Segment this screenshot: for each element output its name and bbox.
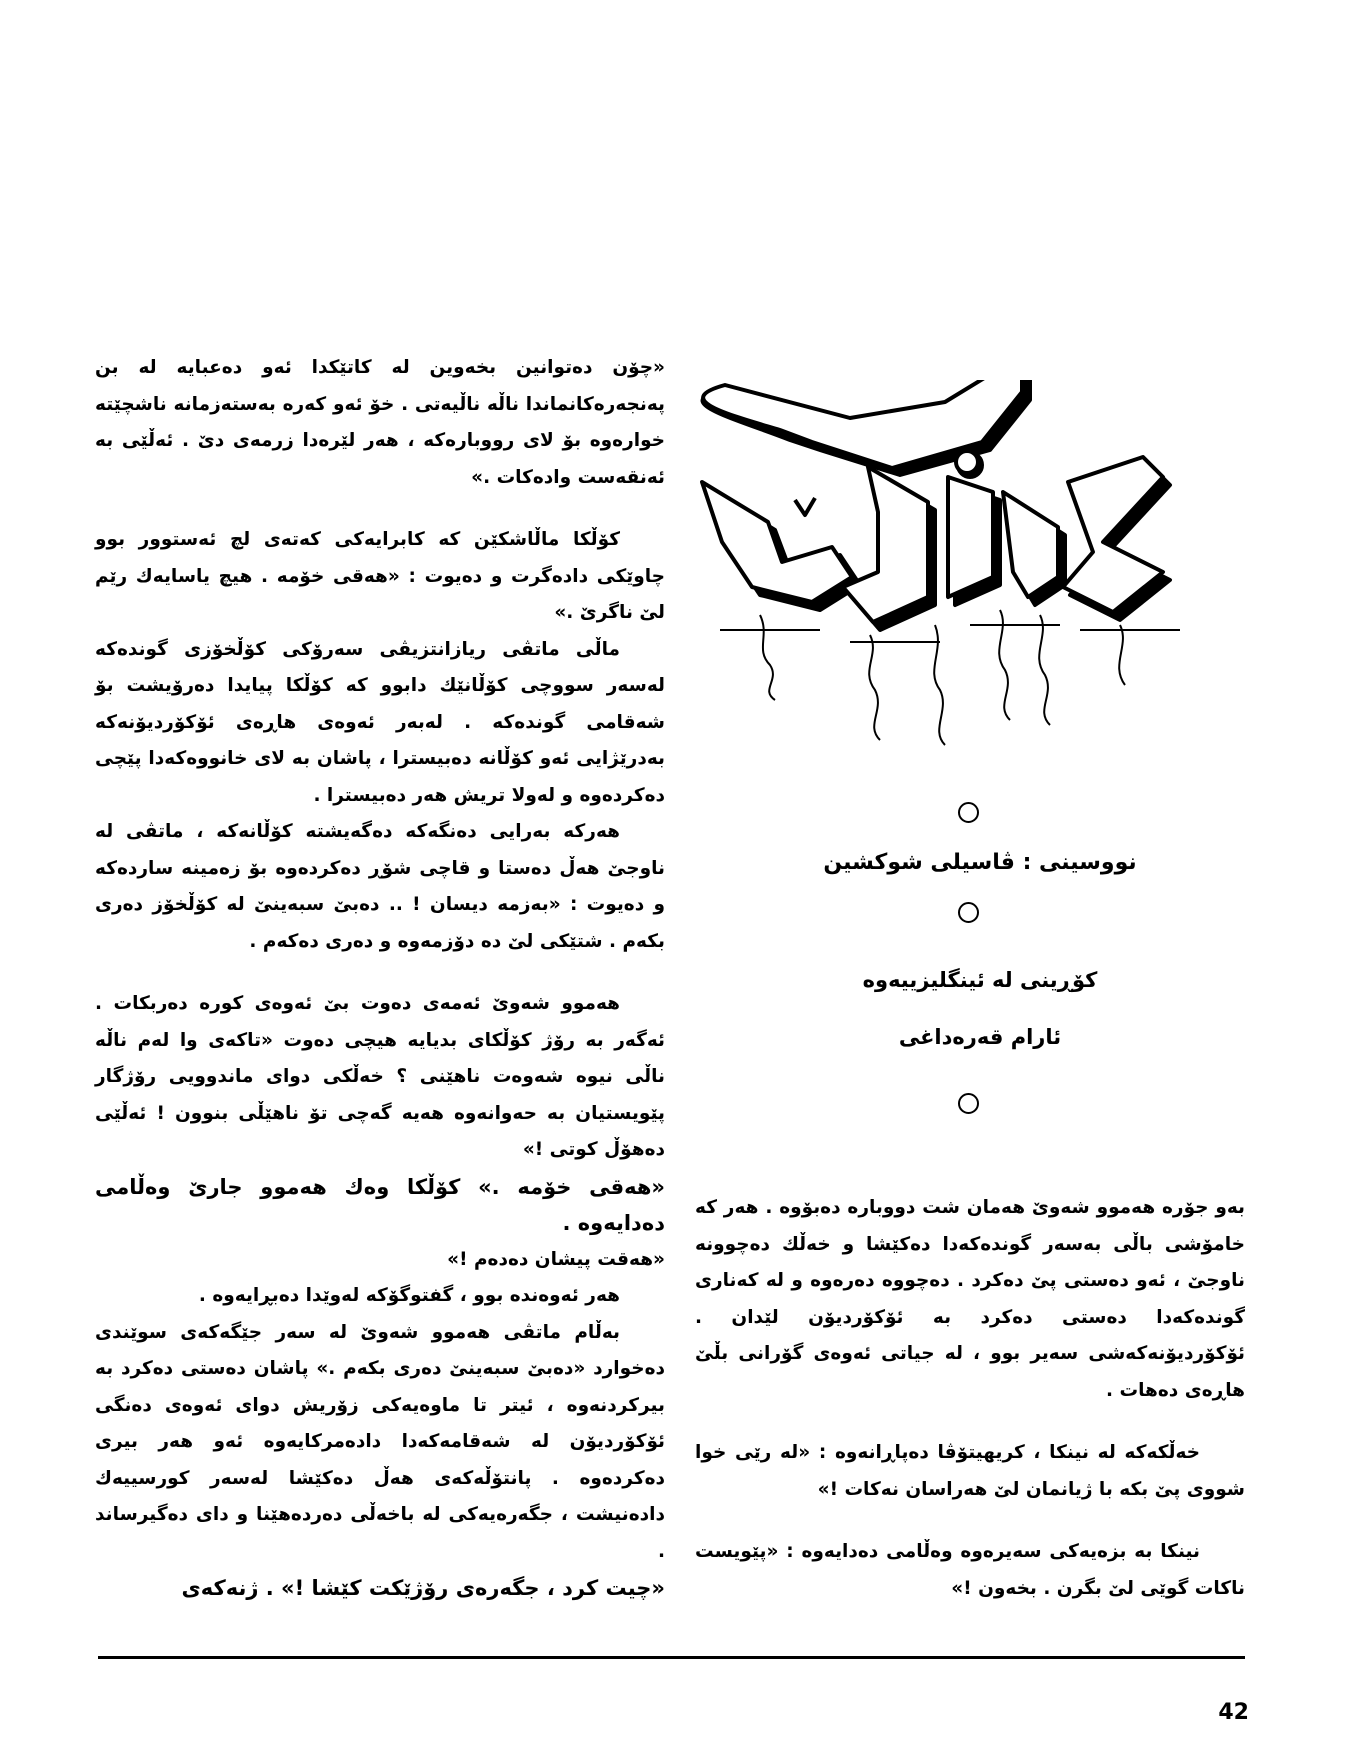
paragraph: کۆڵکا ماڵاشکێن کە کابرایەکی کەتەی لچ ئەستوور بوو چاوێکی دادەگرت و دەیوت : «هەقی خۆمە . هیچ یاسایەك رێم لێ ناگرێ .» (95, 529, 665, 623)
paragraph: خەڵکەکە لە نینکا ، کریهیتۆڤا دەپاڕانەوە : «لە رێی خوا شووی پێ بکە با ژیانمان لێ هەراسان نەکات !» (695, 1442, 1245, 1500)
circle-ornament-icon (958, 902, 979, 923)
paragraph: «هەقت پیشان دەدەم !» (447, 1248, 665, 1270)
paragraph: «هەقی خۆمە .» کۆڵکا وەك هەموو جارێ وەڵامی دەدایەوە . (95, 1174, 665, 1235)
right-column (695, 1190, 1245, 1607)
circle-ornament-icon (958, 1093, 979, 1114)
title-art-icon (702, 380, 1170, 630)
paragraph: هەموو شەوێ ئەمەی دەوت بێ ئەوەی کورە دەربکات . ئەگەر بە رۆژ کۆڵکای بدیایە هیچی دەوت «تاکەی وا لەم ناڵە ناڵی نیوە شەوەت ناهێنی ؟ خەڵکی دوای ماندوویی رۆژگار پێویستیان بە حەوانەوە هەیە گەچی تۆ ناهێڵی بنوون ! ئەڵێی دەهۆڵ کوتی !» (95, 993, 665, 1160)
paragraph-gap (95, 496, 665, 522)
paragraph-gap (695, 1508, 1245, 1534)
paragraph: بەڵام ماتڤی هەموو شەوێ لە سەر جێگەکەی سوێندی دەخوارد «دەبێ سبەینێ دەری بکەم .» پاشان دەستی دەکرد بە بیرکردنەوە ، ئیتر تا ماوەیەکی زۆریش دوای ئەوەی دەنگی ئۆکۆردیۆن لە شەقامەکەدا دادەمرکایەوە ئەو هەر بیری دەکردەوە . پانتۆڵەکەی هەڵ دەکێشا لەسەر کورسییەك دادەنیشت ، جگەرەیەکی لە باخەڵی دەردەهێنا و دای دەگیرساند . (95, 1321, 665, 1562)
paragraph-gap (695, 1409, 1245, 1435)
paragraph: ماڵی ماتڤی ریازانتزیڤی سەرۆکی کۆڵخۆزی گوندەکە لەسەر سووچی کۆڵانێك دابوو کە کۆڵکا پیایدا دەرۆیشت بۆ شەقامی گوندەکە . لەبەر ئەوەی هاڕەی ئۆکۆردیۆنەکە بەدرێژایی ئەو کۆڵانە دەبیسترا ، پاشان بە لای خانووەکەدا پێچی دەکردەوە و لەولا تریش هەر دەبیسترا . (95, 638, 665, 806)
paragraph: «چۆن دەتوانین بخەوین لە کاتێکدا ئەو دەعبایە لە بن پەنجەرەکانماندا ناڵە ناڵیەتی . خۆ ئەو کەرە بەستەزمانە ناشچێتە خوارەوە بۆ لای رووبارەکە ، هەر لێرەدا زرمەی دێ . ئەڵێی بە ئەنقەست وادەکات .» (95, 357, 665, 488)
paragraph: بەو جۆرە هەموو شەوێ هەمان شت دووبارە دەبۆوە . هەر کە خامۆشی باڵی بەسەر گوندەکەدا دەکێشا و خەڵك دەچوونە ناوجێ ، ئەو دەستی پێ دەکرد . دەچووە دەرەوە و لە کەناری گوندەکەدا دەستی دەکرد بە ئۆکۆردیۆن لێدان . ئۆکۆردیۆنەکەشی سەیر بوو ، لە جیاتی ئەوەی گۆرانی بڵێ هاڕەی دەهات . (695, 1197, 1245, 1401)
paragraph: نینکا بە بزەیەکی سەیرەوە وەڵامی دەدایەوە : «پێویست ناکات گوێی لێ بگرن . بخەون !» (695, 1541, 1245, 1599)
footer-rule (98, 1656, 1245, 1659)
paragraph: هەرکە بەرایی دەنگەکە دەگەیشتە کۆڵانەکە ، ماتڤی لە ناوجێ هەڵ دەستا و قاچی شۆڕ دەکردەوە بۆ زەمینە ساردەکە و دەیوت : «بەزمە دیسان ! .. دەبێ سبەینێ لە کۆڵخۆز دەری بکەم . شتێکی لێ دە دۆزمەوە و دەری دەکەم . (95, 821, 665, 952)
paragraph-gap (95, 960, 665, 986)
left-column (95, 350, 665, 1607)
author-line: نووسینی : ڤاسیلی شوکشین (823, 850, 1137, 875)
paragraph: «چیت کرد ، جگەرەی رۆژێکت کێشا !» . ژنەکەی (181, 1576, 665, 1600)
translation-line: کۆڕینی لە ئینگلیزییەوە (862, 968, 1098, 992)
translator-name: ئارام قەرەداغی (898, 1025, 1062, 1049)
paragraph: هەر ئەوەندە بوو ، گفتوگۆکە لەوێدا دەبڕایەوە . (198, 1285, 620, 1306)
title-art (700, 380, 1260, 770)
page-number: 42 (1218, 1700, 1249, 1725)
reflection-lines (720, 610, 1180, 745)
circle-ornament-icon (958, 802, 979, 823)
